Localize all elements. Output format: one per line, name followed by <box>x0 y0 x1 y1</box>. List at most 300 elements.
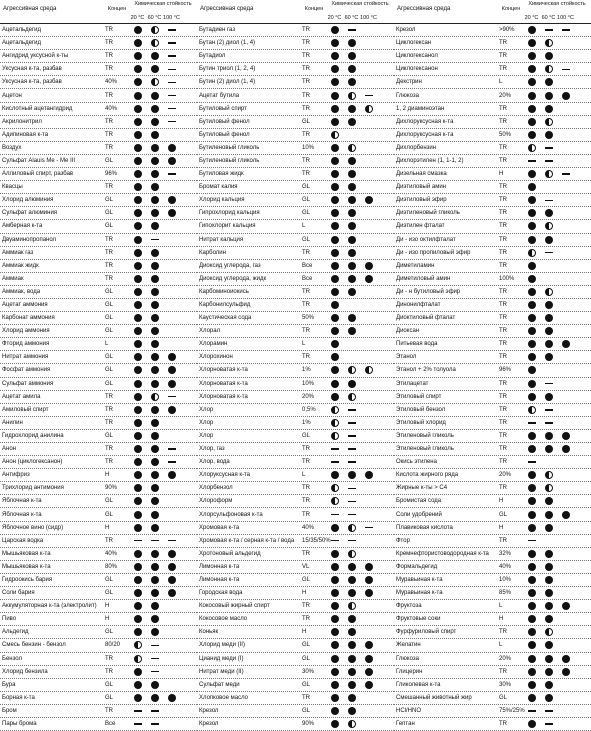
limited-icon <box>331 484 339 492</box>
concentration: 80% <box>105 563 118 570</box>
stability-cell <box>557 92 574 100</box>
table-row <box>0 639 197 652</box>
concentration: GL <box>105 328 114 335</box>
table-row <box>394 247 591 260</box>
env-name: Хромовая к-та <box>199 524 240 531</box>
table-row <box>197 247 394 260</box>
stability-cell <box>326 353 343 361</box>
resistant-icon <box>134 471 142 479</box>
stability-cell <box>540 52 557 60</box>
env-name: Этанол + 2% толуола <box>396 367 456 374</box>
stability-cell <box>343 78 360 86</box>
env-name: Лимонная к-та <box>199 563 240 570</box>
table-row <box>197 469 394 482</box>
concentration: L <box>105 341 109 348</box>
resistant-icon <box>331 118 339 126</box>
resistant-icon <box>365 655 373 663</box>
header-temp: 20 °C <box>130 15 145 21</box>
stability-cell <box>129 52 146 60</box>
stability-cell <box>343 540 360 542</box>
env-name: Диоксид углерода, газ <box>199 262 261 269</box>
resistant-icon <box>545 615 553 623</box>
table-row <box>197 613 394 626</box>
limited-icon <box>545 170 553 178</box>
resistant-icon <box>331 655 339 663</box>
stability-cell <box>163 694 180 702</box>
concentration: TR <box>499 66 507 73</box>
stability-cell <box>523 249 540 257</box>
stability-cell <box>129 105 146 113</box>
not-resistant-icon <box>134 710 142 712</box>
table-row <box>0 508 197 521</box>
resistant-icon <box>528 576 536 584</box>
resistant-icon <box>562 340 570 348</box>
stability-cell <box>523 92 540 100</box>
stability-cell <box>146 183 163 191</box>
concentration: TR <box>105 446 113 453</box>
not-resistant-icon <box>545 422 553 424</box>
stability-cell <box>360 527 377 529</box>
stability-cell <box>146 511 163 519</box>
resistant-icon <box>151 681 159 689</box>
env-name: Гипрохлорид кальция <box>199 210 260 217</box>
limited-icon <box>528 249 536 257</box>
stability-cell <box>326 484 343 492</box>
stability-cell <box>343 262 360 270</box>
concentration: 20% <box>302 393 315 400</box>
resistant-icon <box>528 288 536 296</box>
concentration: 40% <box>302 524 315 531</box>
resistant-icon <box>348 327 356 335</box>
env-name: Хлор, газ <box>199 446 225 453</box>
stability-cell <box>129 118 146 126</box>
resistant-icon <box>134 275 142 283</box>
resistant-icon <box>331 92 339 100</box>
stability-cell <box>540 209 557 217</box>
table-row <box>197 37 394 50</box>
concentration: GL <box>105 288 114 295</box>
table-row <box>197 194 394 207</box>
env-name: Карболин <box>199 249 226 256</box>
resistant-icon <box>348 105 356 113</box>
env-name: Хлор <box>199 406 214 413</box>
table-column-1 <box>0 0 197 728</box>
stability-cell <box>523 668 540 676</box>
stability-cell <box>557 445 574 453</box>
not-resistant-icon <box>562 173 570 175</box>
env-name: Ацетальдегид <box>2 40 42 47</box>
resistant-icon <box>331 602 339 610</box>
stability-cell <box>343 314 360 322</box>
stability-cell <box>343 366 360 374</box>
env-name: Царская водка <box>2 537 44 544</box>
table-row <box>0 600 197 613</box>
stability-cell <box>523 380 540 388</box>
env-name: Ацетат амила <box>2 393 41 400</box>
resistant-icon <box>528 511 536 519</box>
limited-icon <box>331 406 339 414</box>
stability-cell <box>146 249 163 257</box>
stability-cell <box>540 170 557 178</box>
stability-cell <box>523 236 540 244</box>
env-name: Бутиленовый гликоль <box>199 157 260 164</box>
header-temp: 20 °C <box>327 15 342 21</box>
stability-cell <box>146 170 163 178</box>
env-name: Яблочная к-та <box>2 511 42 518</box>
stability-cell <box>343 409 360 411</box>
concentration: 96% <box>105 171 118 178</box>
stability-cell <box>326 380 343 388</box>
concentration: GL <box>302 655 311 662</box>
stability-cell <box>129 92 146 100</box>
stability-cell <box>343 589 360 597</box>
not-resistant-icon <box>168 540 176 542</box>
stability-cell <box>540 655 557 663</box>
table-row <box>197 63 394 76</box>
resistant-icon <box>151 249 159 257</box>
concentration: TR <box>105 459 113 466</box>
stability-cell <box>523 497 540 505</box>
stability-cell <box>540 602 557 610</box>
stability-cell <box>129 655 146 663</box>
resistant-icon <box>528 222 536 230</box>
stability-cell <box>129 144 146 152</box>
stability-cell <box>540 576 557 584</box>
resistant-icon <box>545 52 553 60</box>
column-header <box>394 0 591 24</box>
stability-cell <box>523 524 540 532</box>
table-row <box>394 116 591 129</box>
env-name: Соли бария <box>2 590 35 597</box>
stability-cell <box>540 409 557 411</box>
limited-icon <box>348 550 356 558</box>
table-row <box>0 574 197 587</box>
stability-cell <box>326 118 343 126</box>
resistant-icon <box>151 314 159 322</box>
resistant-icon <box>151 170 159 178</box>
header-conc: Концен <box>304 6 324 12</box>
table-row <box>0 181 197 194</box>
not-resistant-icon <box>168 95 176 97</box>
resistant-icon <box>151 445 159 453</box>
resistant-icon <box>331 26 339 34</box>
resistant-icon <box>151 196 159 204</box>
env-name: Гликолевая к-та <box>396 681 441 688</box>
concentration: GL <box>105 157 114 164</box>
env-name: Кремнефтористоводородная к-та <box>396 550 489 557</box>
header-stability-label: Химическая стойкость <box>134 1 192 7</box>
resistant-icon <box>545 524 553 532</box>
stability-cell <box>540 131 557 139</box>
concentration: L <box>302 472 306 479</box>
resistant-icon <box>134 340 142 348</box>
not-resistant-icon <box>365 527 373 529</box>
stability-cell <box>129 275 146 283</box>
resistant-icon <box>348 641 356 649</box>
not-resistant-icon <box>168 42 176 44</box>
resistant-icon <box>528 327 536 335</box>
stability-cell <box>326 615 343 623</box>
stability-cell <box>557 655 574 663</box>
concentration: TR <box>499 459 507 466</box>
stability-cell <box>146 144 163 152</box>
stability-cell <box>163 144 180 152</box>
table-row <box>394 378 591 391</box>
stability-cell <box>326 432 343 440</box>
env-name: Мышьяковая к-та <box>2 550 51 557</box>
stability-cell <box>343 157 360 165</box>
table-row <box>197 378 394 391</box>
concentration: GL <box>499 694 508 701</box>
concentration: TR <box>105 236 113 243</box>
resistant-icon <box>134 288 142 296</box>
env-name: Хлорид бензила <box>2 668 48 675</box>
concentration: GL <box>105 354 114 361</box>
resistant-icon <box>331 471 339 479</box>
concentration: TR <box>302 446 310 453</box>
table-row <box>197 561 394 574</box>
table-row <box>394 705 591 718</box>
stability-cell <box>523 52 540 60</box>
concentration: GL <box>302 197 311 204</box>
stability-cell <box>146 406 163 414</box>
stability-cell <box>326 236 343 244</box>
concentration: VL <box>302 563 310 570</box>
concentration: GL <box>302 118 311 125</box>
env-name: Лимонная к-та <box>199 576 240 583</box>
env-name: Дизельная смазка <box>396 171 447 178</box>
resistant-icon <box>562 432 570 440</box>
not-resistant-icon <box>528 160 536 162</box>
resistant-icon <box>134 39 142 47</box>
stability-cell <box>146 65 163 73</box>
env-name: Городская вода <box>199 590 243 597</box>
stability-cell <box>129 694 146 702</box>
stability-cell <box>540 484 557 492</box>
stability-cell <box>540 353 557 361</box>
stability-cell <box>523 641 540 649</box>
resistant-icon <box>528 681 536 689</box>
stability-cell <box>360 681 377 689</box>
resistant-icon <box>348 314 356 322</box>
concentration: 90% <box>302 721 315 728</box>
resistant-icon <box>528 615 536 623</box>
concentration: 90% <box>105 485 118 492</box>
stability-cell <box>146 353 163 361</box>
resistant-icon <box>168 196 176 204</box>
stability-cell <box>129 524 146 532</box>
stability-cell <box>163 366 180 374</box>
resistant-icon <box>348 471 356 479</box>
resistant-icon <box>348 249 356 257</box>
stability-cell <box>343 39 360 47</box>
not-resistant-icon <box>168 448 176 450</box>
stability-cell <box>129 484 146 492</box>
env-name: Ацетальдегид <box>2 27 42 34</box>
env-name: Анилин <box>2 419 23 426</box>
stability-cell <box>163 576 180 584</box>
concentration: TR <box>302 616 310 623</box>
resistant-icon <box>545 131 553 139</box>
concentration: GL <box>105 223 114 230</box>
resistant-icon <box>348 52 356 60</box>
stability-cell <box>540 314 557 322</box>
stability-cell <box>326 602 343 610</box>
stability-cell <box>360 471 377 479</box>
table-row <box>197 142 394 155</box>
resistant-icon <box>331 707 339 715</box>
not-resistant-icon <box>562 69 570 71</box>
env-name: Ацетат аммония <box>2 302 48 309</box>
not-resistant-icon <box>545 710 553 712</box>
table-row <box>197 679 394 692</box>
stability-cell <box>163 209 180 217</box>
env-name: Диэтиловый амин <box>396 184 446 191</box>
header-conc: Концен <box>107 6 127 12</box>
resistant-icon <box>134 118 142 126</box>
env-name: Циклогексанол <box>396 53 438 60</box>
env-name: Этилацетат <box>396 380 429 387</box>
concentration: 1% <box>302 367 311 374</box>
stability-cell <box>146 92 163 100</box>
env-name: Хлорал <box>199 328 221 335</box>
table-row <box>197 705 394 718</box>
stability-cell <box>523 39 540 47</box>
table-row <box>0 495 197 508</box>
limited-icon <box>348 524 356 532</box>
concentration: TR <box>499 184 507 191</box>
resistant-icon <box>331 236 339 244</box>
concentration: TR <box>105 406 113 413</box>
concentration: H <box>499 524 504 531</box>
table-row <box>0 692 197 705</box>
limited-icon <box>348 144 356 152</box>
stability-cell <box>343 501 360 503</box>
resistant-icon <box>151 275 159 283</box>
table-row <box>394 626 591 639</box>
resistant-icon <box>151 157 159 165</box>
resistant-icon <box>365 589 373 597</box>
stability-cell <box>326 275 343 283</box>
resistant-icon <box>134 628 142 636</box>
table-row <box>0 103 197 116</box>
env-name: Пиво <box>2 616 17 623</box>
stability-cell <box>146 288 163 296</box>
stability-cell <box>343 488 360 490</box>
concentration: L <box>302 223 306 230</box>
resistant-icon <box>134 458 142 466</box>
resistant-icon <box>134 78 142 86</box>
resistant-icon <box>134 602 142 610</box>
concentration: TR <box>499 236 507 243</box>
stability-cell <box>163 380 180 388</box>
stability-cell <box>360 576 377 584</box>
env-name: Этиловый хлорид <box>396 419 446 426</box>
concentration: TR <box>499 118 507 125</box>
concentration: TR <box>499 328 507 335</box>
concentration: GL <box>302 184 311 191</box>
table-row <box>0 312 197 325</box>
env-name: Трихлорид антимония <box>2 485 64 492</box>
resistant-icon <box>365 563 373 571</box>
stability-cell <box>540 92 557 100</box>
table-row <box>197 234 394 247</box>
env-name: Этиловый бензол <box>396 406 446 413</box>
env-name: Фосфат аммония <box>2 367 51 374</box>
table-row <box>394 142 591 155</box>
table-row <box>0 260 197 273</box>
stability-cell <box>540 200 557 202</box>
stability-cell <box>523 461 540 463</box>
table-row <box>394 587 591 600</box>
concentration: 10% <box>302 380 315 387</box>
resistant-icon <box>528 380 536 388</box>
resistant-icon <box>562 655 570 663</box>
concentration: 40% <box>105 105 118 112</box>
table-row <box>197 299 394 312</box>
table-row <box>394 194 591 207</box>
not-resistant-icon <box>331 514 339 516</box>
stability-cell <box>163 69 180 71</box>
resistant-icon <box>151 550 159 558</box>
concentration: TR <box>302 459 310 466</box>
stability-cell <box>129 471 146 479</box>
limited-icon <box>134 655 142 663</box>
concentration: H <box>499 498 504 505</box>
stability-cell <box>540 589 557 597</box>
stability-cell <box>540 422 557 424</box>
stability-cell <box>523 422 540 424</box>
limited-icon <box>365 105 373 113</box>
concentration: TR <box>499 629 507 636</box>
limited-icon <box>331 432 339 440</box>
stability-cell <box>343 628 360 636</box>
concentration: GL <box>105 367 114 374</box>
table-row <box>0 37 197 50</box>
table-row <box>197 116 394 129</box>
table-row <box>0 207 197 220</box>
env-name: Гидроокись бария <box>2 576 53 583</box>
stability-cell <box>343 236 360 244</box>
table-row <box>197 482 394 495</box>
stability-cell <box>523 131 540 139</box>
resistant-icon <box>365 668 373 676</box>
stability-cell <box>343 209 360 217</box>
stability-cell <box>326 301 343 309</box>
resistant-icon <box>528 236 536 244</box>
table-row <box>0 194 197 207</box>
resistant-icon <box>134 105 142 113</box>
stability-cell <box>146 239 163 241</box>
resistant-icon <box>348 707 356 715</box>
stability-cell <box>129 222 146 230</box>
stability-cell <box>163 563 180 571</box>
stability-cell <box>146 550 163 558</box>
stability-cell <box>326 340 343 348</box>
stability-cell <box>326 576 343 584</box>
resistant-icon <box>545 563 553 571</box>
stability-cell <box>326 314 343 322</box>
resistant-icon <box>331 641 339 649</box>
stability-cell <box>146 222 163 230</box>
table-row <box>394 443 591 456</box>
not-resistant-icon <box>348 29 356 31</box>
concentration: L <box>499 642 503 649</box>
resistant-icon <box>562 92 570 100</box>
stability-cell <box>146 524 163 532</box>
stability-cell <box>326 681 343 689</box>
table-row <box>394 338 591 351</box>
